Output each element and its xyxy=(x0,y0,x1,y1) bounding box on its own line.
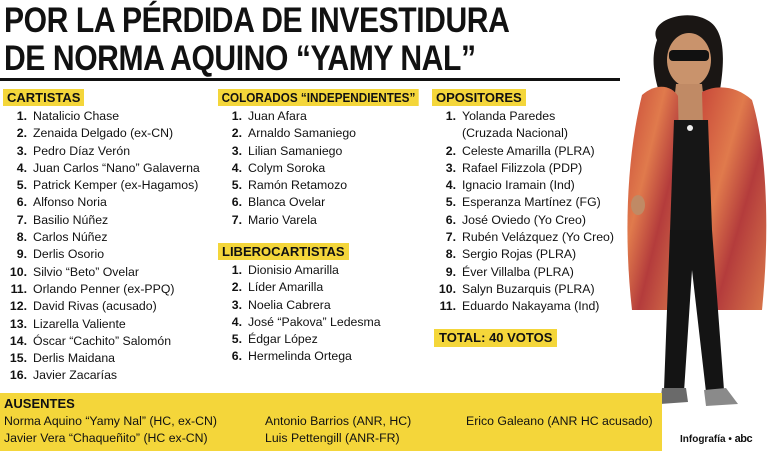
total-votes-badge: TOTAL: 40 VOTOS xyxy=(434,329,557,347)
list-item: 2. Zenaida Delgado (ex-CN) xyxy=(16,126,174,141)
list-item: 12. David Rivas (acusado) xyxy=(9,299,157,314)
list-item: 5. Esperanza Martínez (FG) xyxy=(445,195,601,210)
headline-line-2: DE NORMA AQUINO “YAMY NAL” xyxy=(4,39,476,78)
list-item: 5. Patrick Kemper (ex-Hagamos) xyxy=(16,178,199,193)
list-item: 1. Yolanda Paredes xyxy=(445,109,556,123)
credit-label: Infografía • xyxy=(680,434,732,445)
list-item: 16. Javier Zacarías xyxy=(9,368,118,383)
headline-divider xyxy=(0,78,620,81)
headline-line-1: POR LA PÉRDIDA DE INVESTIDURA xyxy=(4,1,510,40)
list-item: 2. Líder Amarilla xyxy=(231,280,324,295)
list-item: 9. Derlis Osorio xyxy=(16,247,105,262)
colorados-heading: COLORADOS “INDEPENDIENTES” xyxy=(218,89,419,106)
list-item: 3. Rafael Filizzola (PDP) xyxy=(445,160,583,175)
list-item: 2. Celeste Amarilla (PLRA) xyxy=(445,143,595,158)
opositores-heading: OPOSITORES xyxy=(432,89,526,106)
list-item: 7. Rubén Velázquez (Yo Creo) xyxy=(445,230,614,245)
list-item: 6. Hermelinda Ortega xyxy=(231,349,352,364)
list-item: 8. Sergio Rojas (PLRA) xyxy=(445,247,577,262)
liberocartistas-column xyxy=(218,243,381,366)
list-item: 8. Carlos Núñez xyxy=(16,230,108,245)
abc-logo: abc xyxy=(734,433,753,445)
liberocartistas-list xyxy=(218,262,381,366)
list-item-continuation: (Cruzada Nacional) xyxy=(462,126,568,141)
absent-item: Norma Aquino “Yamy Nal” (HC, ex-CN) xyxy=(4,414,217,428)
list-item: 11. Eduardo Nakayama (Ind) xyxy=(439,299,600,314)
list-item: 4. Ignacio Iramain (Ind) xyxy=(445,178,575,193)
list-item: 3. Noelia Cabrera xyxy=(231,297,331,312)
list-item: 4. Colym Soroka xyxy=(231,160,326,175)
opositores-column xyxy=(432,89,614,316)
list-item: 9. Éver Villalba (PLRA) xyxy=(445,264,574,279)
list-item: 4. José “Pakova” Ledesma xyxy=(231,314,381,329)
list-item: 6. José Oviedo (Yo Creo) xyxy=(445,212,586,227)
list-item: 1. Natalicio Chase xyxy=(16,109,120,123)
cartistas-heading: CARTISTAS xyxy=(3,89,84,106)
list-item: 7. Mario Varela xyxy=(231,212,317,227)
list-item: 5. Ramón Retamozo xyxy=(231,178,348,193)
list-item: 2. Arnaldo Samaniego xyxy=(231,126,357,141)
woman-photo-figure xyxy=(612,10,770,425)
opositores-list xyxy=(432,108,614,316)
ausentes-heading: AUSENTES xyxy=(4,396,75,411)
absent-item: Javier Vera “Chaqueñito” (HC ex-CN) xyxy=(4,431,208,445)
absent-item: Luis Pettengill (ANR-FR) xyxy=(265,431,400,445)
list-item: 10. Salyn Buzarquis (PLRA) xyxy=(438,281,595,296)
liberocartistas-heading: LIBEROCARTISTAS xyxy=(218,243,349,260)
list-item: 1. Dionisio Amarilla xyxy=(231,263,339,277)
cartistas-column xyxy=(3,89,200,385)
absent-item: Erico Galeano (ANR HC acusado) xyxy=(466,414,653,428)
headline xyxy=(4,2,509,78)
absent-item: Antonio Barrios (ANR, HC) xyxy=(265,414,412,428)
list-item: 5. Édgar López xyxy=(231,332,318,347)
colorados-column xyxy=(218,89,441,229)
list-item: 6. Blanca Ovelar xyxy=(231,195,326,210)
list-item: 3. Pedro Díaz Verón xyxy=(16,143,131,158)
list-item: 14. Óscar “Cachito” Salomón xyxy=(9,333,172,348)
list-item: 11. Orlando Penner (ex-PPQ) xyxy=(10,281,175,296)
list-item: 7. Basilio Núñez xyxy=(16,212,109,227)
cartistas-list xyxy=(3,108,200,385)
colorados-list xyxy=(218,108,441,229)
list-item: 1. Juan Afara xyxy=(231,109,307,123)
list-item: 10. Silvio “Beto” Ovelar xyxy=(9,264,139,279)
list-item: 4. Juan Carlos “Nano” Galaverna xyxy=(16,160,200,175)
list-item: 3. Lilian Samaniego xyxy=(231,143,343,158)
list-item: 15. Derlis Maidana xyxy=(9,351,116,366)
list-item: 13. Lizarella Valiente xyxy=(9,316,126,331)
infographic-credit xyxy=(680,432,752,447)
list-item: 6. Alfonso Noria xyxy=(16,195,107,210)
